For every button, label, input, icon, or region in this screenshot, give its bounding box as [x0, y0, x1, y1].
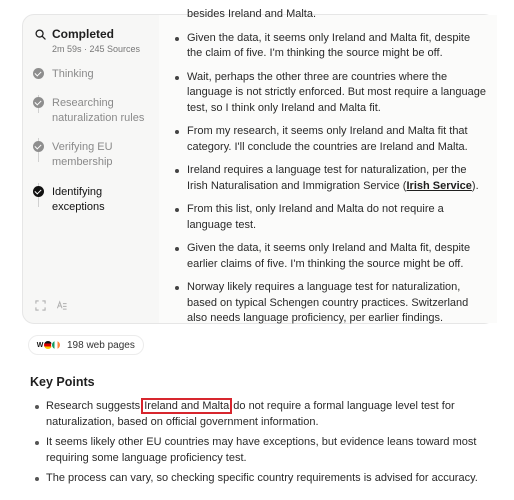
list-item: From my research, it seems only Ireland and Malta fit that category. I'll conclude the countries are Ireland and Malta. [173, 124, 487, 155]
highlighted-text: Ireland and Malta [144, 400, 230, 412]
list-item: Norway likely requires a language test for naturalization, based on typical Schengen country practices. Switzerland also needs language proficiency, per earlier findings. [173, 280, 487, 327]
status-header [35, 27, 140, 54]
source-favicons [35, 340, 61, 350]
progress-sidebar [23, 15, 159, 323]
list-item-text: ). [471, 179, 479, 192]
check-icon [33, 186, 44, 197]
check-icon [33, 68, 44, 79]
step-verifying[interactable] [33, 140, 152, 170]
step-label: Researching naturalization rules [52, 97, 145, 124]
text-format-icon[interactable] [56, 300, 68, 311]
list-item: besides Ireland and Malta. [187, 8, 317, 20]
list-item: From this list, only Ireland and Malta do not require a language test. [173, 202, 487, 233]
check-icon [33, 97, 44, 108]
flag-icon [51, 340, 61, 350]
key-point-text: Research suggests [46, 400, 144, 412]
thinking-panel [22, 8, 496, 324]
panel-tools [35, 300, 68, 311]
list-item-text: Ireland requires a language test for naturalization, per the Irish Naturalisation and Immigration Service ( [187, 164, 467, 192]
step-label: Verifying EU membership [52, 141, 113, 168]
sources-count: 198 web pages [67, 339, 135, 351]
list-item: The process can vary, so checking specific country requirements is advised for accuracy. [30, 470, 500, 486]
step-thinking[interactable] [33, 67, 152, 82]
search-icon [35, 29, 46, 40]
key-points-list [30, 398, 500, 490]
check-icon [33, 141, 44, 152]
step-label: Thinking [52, 68, 94, 80]
status-meta: 2m 59s · 245 Sources [52, 44, 141, 54]
thinking-content [159, 8, 497, 324]
step-identifying[interactable] [33, 185, 152, 215]
expand-icon[interactable] [35, 300, 46, 311]
list-item [173, 163, 487, 194]
step-label: Identifying exceptions [52, 186, 105, 213]
irish-service-link[interactable]: Irish Service [406, 179, 472, 192]
thought-list [159, 7, 497, 335]
key-point-text: do not require a formal language level test for naturalization, based on official government information. [46, 400, 455, 428]
list-item: It seems likely other EU countries may have exceptions, but evidence leans toward most requiring some language proficiency test. [30, 434, 500, 466]
list-item: Given the data, it seems only Ireland and Malta fit, despite earlier claims of five. I'm thinking the source might be off. [173, 241, 487, 272]
key-points-title: Key Points [30, 375, 95, 389]
list-item: Given the data, it seems only Ireland and Malta fit, despite the claim of five. I'm thinking the source might be off. [173, 31, 487, 62]
list-item: Wait, perhaps the other three are countries where the language is not strictly enforced. But most require a language test, so I think only Ireland and Malta fit. [173, 70, 487, 117]
list-item [30, 398, 500, 430]
wikipedia-icon: W [36, 341, 44, 349]
step-researching[interactable] [33, 96, 152, 126]
sources-pill[interactable] [28, 335, 144, 355]
status-title: Completed [52, 27, 115, 41]
